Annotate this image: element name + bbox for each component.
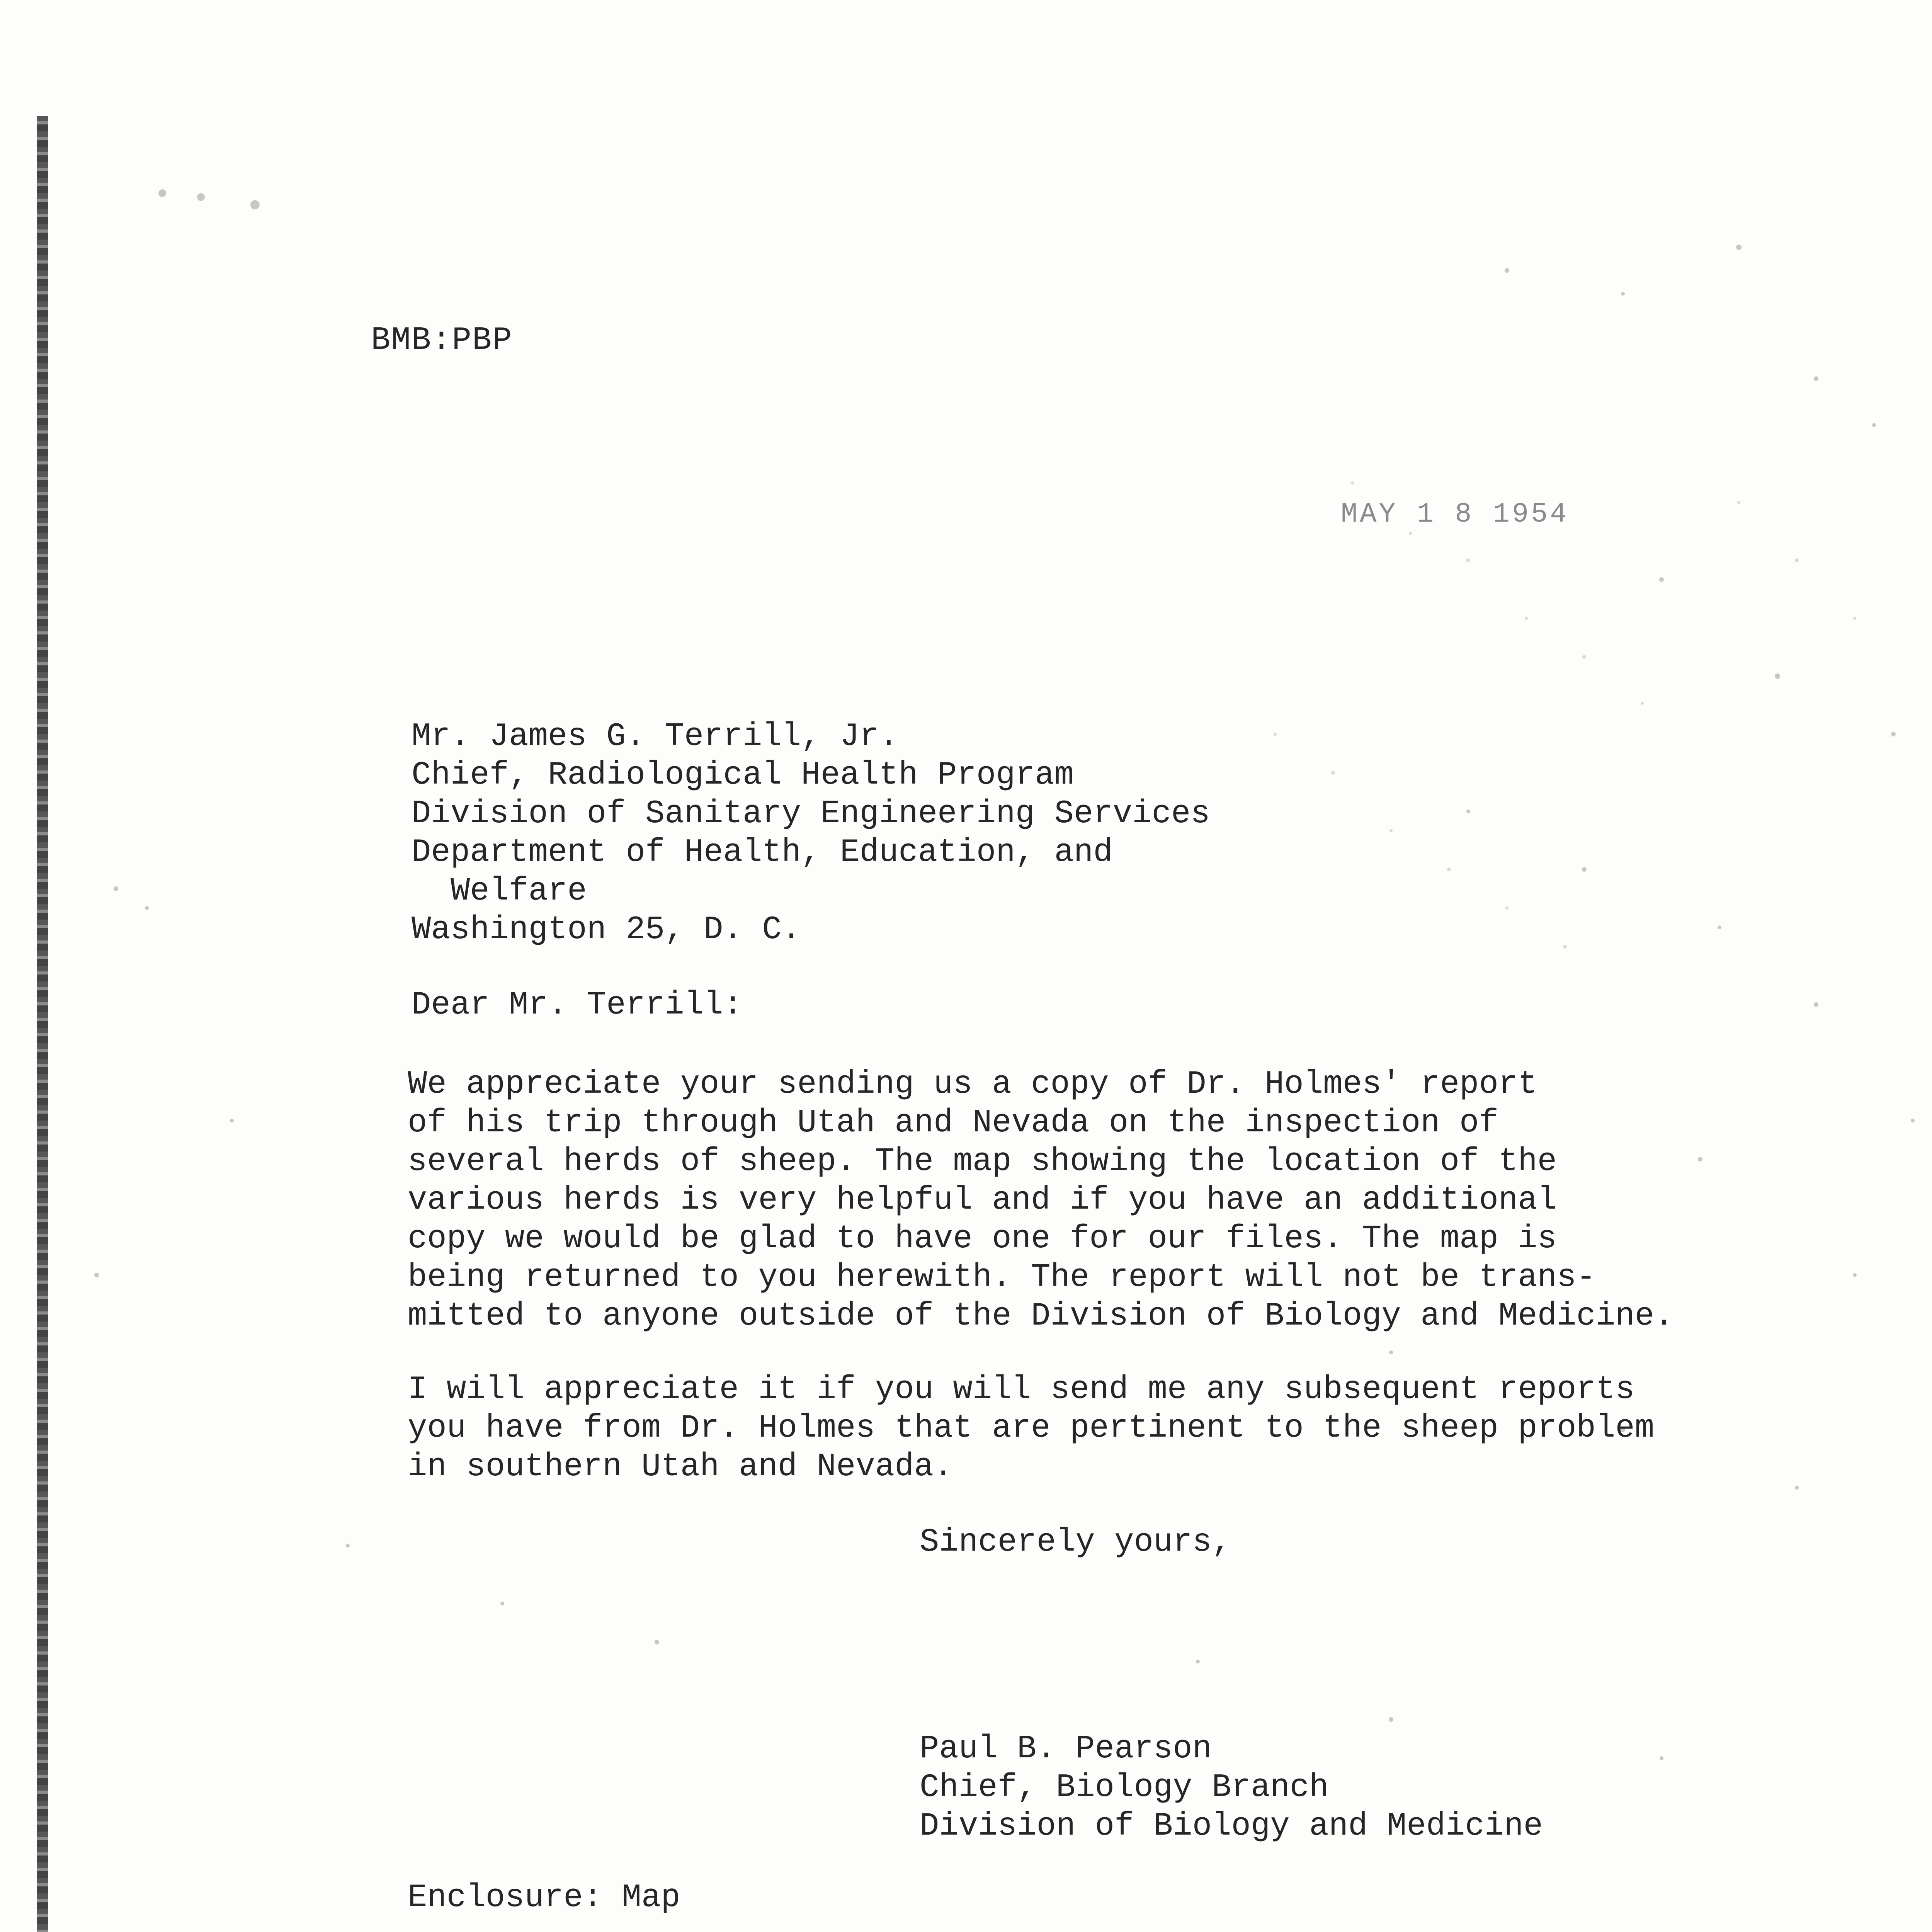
- recipient-division: Division of Sanitary Engineering Services: [412, 796, 1210, 832]
- paragraph-1-line: several herds of sheep. The map showing the location of the: [408, 1143, 1557, 1180]
- paragraph-1-line: being returned to you herewith. The report will not be trans-: [408, 1259, 1596, 1296]
- signer-title: Chief, Biology Branch: [920, 1769, 1329, 1806]
- paragraph-2-line: I will appreciate it if you will send me any subsequent reports: [408, 1371, 1635, 1408]
- signer-division: Division of Biology and Medicine: [920, 1808, 1543, 1845]
- date-stamp: MAY 1 8 1954: [1341, 498, 1569, 530]
- signer-name: Paul B. Pearson: [920, 1731, 1212, 1767]
- recipient-department-cont: Welfare: [412, 873, 587, 910]
- paragraph-1-line: various herds is very helpful and if you have an additional: [408, 1182, 1557, 1219]
- paragraph-1-line: mitted to anyone outside of the Division of Biology and Medicine.: [408, 1298, 1674, 1335]
- paragraph-1-line: copy we would be glad to have one for our files. The map is: [408, 1221, 1557, 1257]
- paragraph-2-line: you have from Dr. Holmes that are pertinent to the sheep problem: [408, 1410, 1655, 1447]
- recipient-department: Department of Health, Education, and: [412, 834, 1113, 871]
- closing: Sincerely yours,: [920, 1524, 1231, 1561]
- recipient-title: Chief, Radiological Health Program: [412, 757, 1074, 794]
- paragraph-1-line: We appreciate your sending us a copy of Dr. Holmes' report: [408, 1066, 1537, 1103]
- recipient-city: Washington 25, D. C.: [412, 912, 801, 948]
- reference-initials: BMB:PBP: [371, 322, 513, 359]
- recipient-name: Mr. James G. Terrill, Jr.: [412, 718, 899, 755]
- salutation: Dear Mr. Terrill:: [412, 987, 743, 1024]
- enclosure-note: Enclosure: Map: [408, 1879, 680, 1916]
- paragraph-1-line: of his trip through Utah and Nevada on the inspection of: [408, 1105, 1498, 1141]
- paragraph-2-line: in southern Utah and Nevada.: [408, 1449, 953, 1485]
